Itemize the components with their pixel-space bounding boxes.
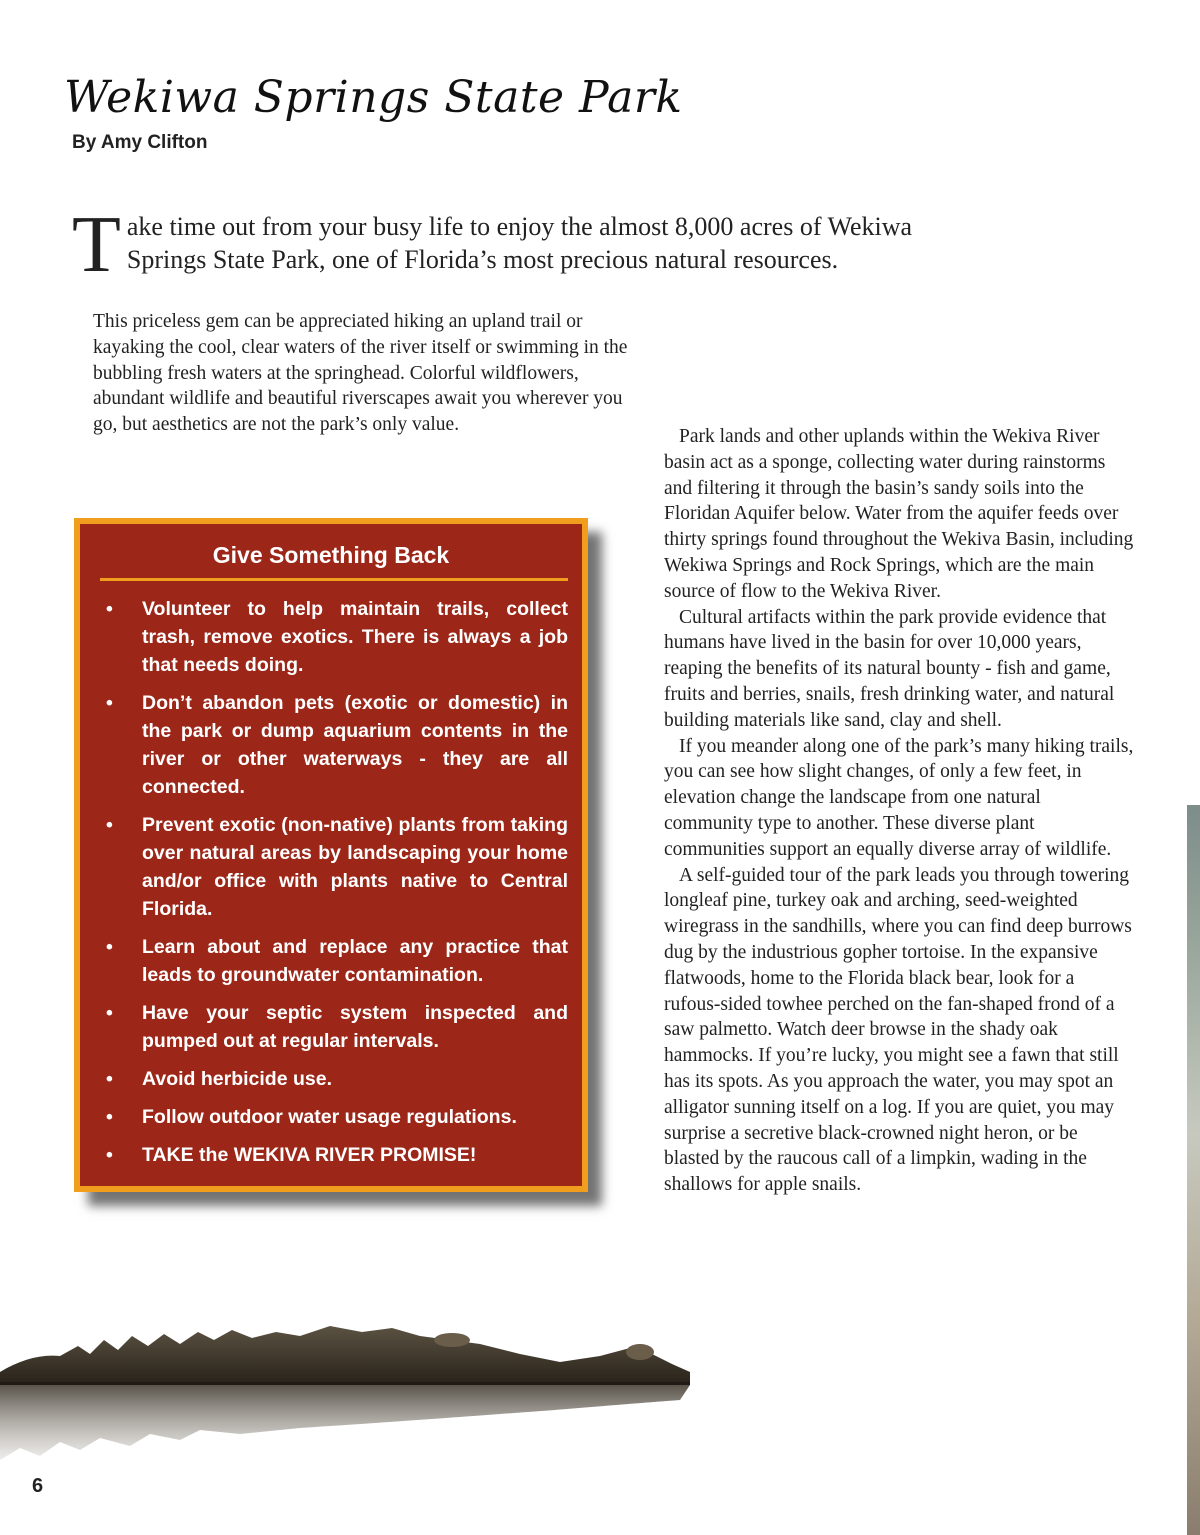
lede-text: ake time out from your busy life to enjoy the almost 8,000 acres of Wekiwa Springs State Park, one of Florida’s most precious natural resources. — [126, 212, 913, 274]
body-paragraph: Park lands and other uplands within the Wekiva River basin act as a sponge, collecting water during rainstorms and filtering it through the basin’s sandy soils into the Floridan Aquifer below. Water from the aquifer feeds over thirty springs found throughout the Wekiva Basin, including Wekiwa Springs and Rock Springs, which are the main source of flow to the Wekiva River. — [664, 426, 1134, 602]
list-item: • Prevent exotic (non-native) plants from taking over natural areas by landscaping your home and/or office with plants native to Central Florida. — [100, 811, 568, 923]
sidebar-divider — [100, 578, 568, 581]
sidebar-heading: Give Something Back — [212, 542, 450, 568]
alligator-image — [0, 1310, 700, 1490]
body-paragraph: A self-guided tour of the park leads you through towering longleaf pine, turkey oak and arching, seed-weighted wiregrass in the sandhills, where you can find deep burrows dug by the industrious gopher tortoise. In the expansive flatwoods, home to the Florida black bear, look for a rufous-sided towhee perched on the fan-shaped frond of a saw palmetto. Watch deer browse in the shady oak hammocks. If you’re lucky, you might see a fawn that still has its spots. As you approach the water, you may spot an alligator sunning itself on a log. If you are quiet, you may surprise a secretive black-crowned night heron, or be blasted by the raucous call of a limpkin, wading in the shallows for apple snails. — [664, 864, 1132, 1196]
list-item: • Have your septic system inspected and pumped out at regular intervals. — [100, 999, 568, 1055]
edge-photo-strip — [1187, 805, 1200, 1535]
list-item: • Learn about and replace any practice that leads to groundwater contamination. — [100, 933, 568, 989]
bullet-icon: • — [106, 1002, 113, 1024]
bullet-icon: • — [106, 692, 113, 714]
lede-paragraph — [72, 201, 972, 289]
bullet-icon: • — [106, 1106, 113, 1128]
body-paragraph: If you meander along one of the park’s many hiking trails, you can see how slight changes, of only a few feet, in elevation change the landscape from one natural community type to another. These diverse plant communities support an equally diverse array of wildlife. — [664, 735, 1134, 860]
bullet-icon: • — [106, 1144, 113, 1166]
page-number: 6 — [32, 1475, 44, 1497]
drop-cap: T — [72, 201, 121, 289]
main-column — [664, 424, 1134, 1198]
intro-paragraph: This priceless gem can be appreciated hiking an upland trail or kayaking the cool, clear waters of the river itself or swimming in the bubbling fresh waters at the springhead. Colorful wildflowers, abundant wildlife and beautiful riverscapes await you wherever you go, but aesthetics are not the park’s only value. — [93, 311, 628, 436]
bullet-icon: • — [106, 1068, 113, 1090]
body-paragraph: Cultural artifacts within the park provide evidence that humans have lived in the basin for over 10,000 years, reaping the benefits of its natural bounty - fish and game, fruits and berries, snails, fresh drinking water, and natural building materials like sand, clay and shell. — [664, 606, 1115, 731]
list-item: • Don’t abandon pets (exotic or domestic) in the park or dump aquarium contents in the river or other waterways - they are all connected. — [100, 689, 568, 801]
sidebar-list — [80, 595, 582, 1169]
list-item: • Volunteer to help maintain trails, collect trash, remove exotics. There is always a job that needs doing. — [100, 595, 568, 679]
bullet-icon: • — [106, 814, 113, 836]
list-item: • TAKE the WEKIVA RIVER PROMISE! — [100, 1141, 568, 1169]
bullet-icon: • — [106, 936, 113, 958]
article-title: Wekiwa Springs State Park — [64, 72, 683, 123]
bullet-icon: • — [106, 598, 113, 620]
list-item: • Avoid herbicide use. — [100, 1065, 568, 1093]
list-item: • Follow outdoor water usage regulations. — [100, 1103, 568, 1131]
byline: By Amy Clifton — [72, 132, 208, 153]
give-something-back-box — [74, 518, 588, 1192]
